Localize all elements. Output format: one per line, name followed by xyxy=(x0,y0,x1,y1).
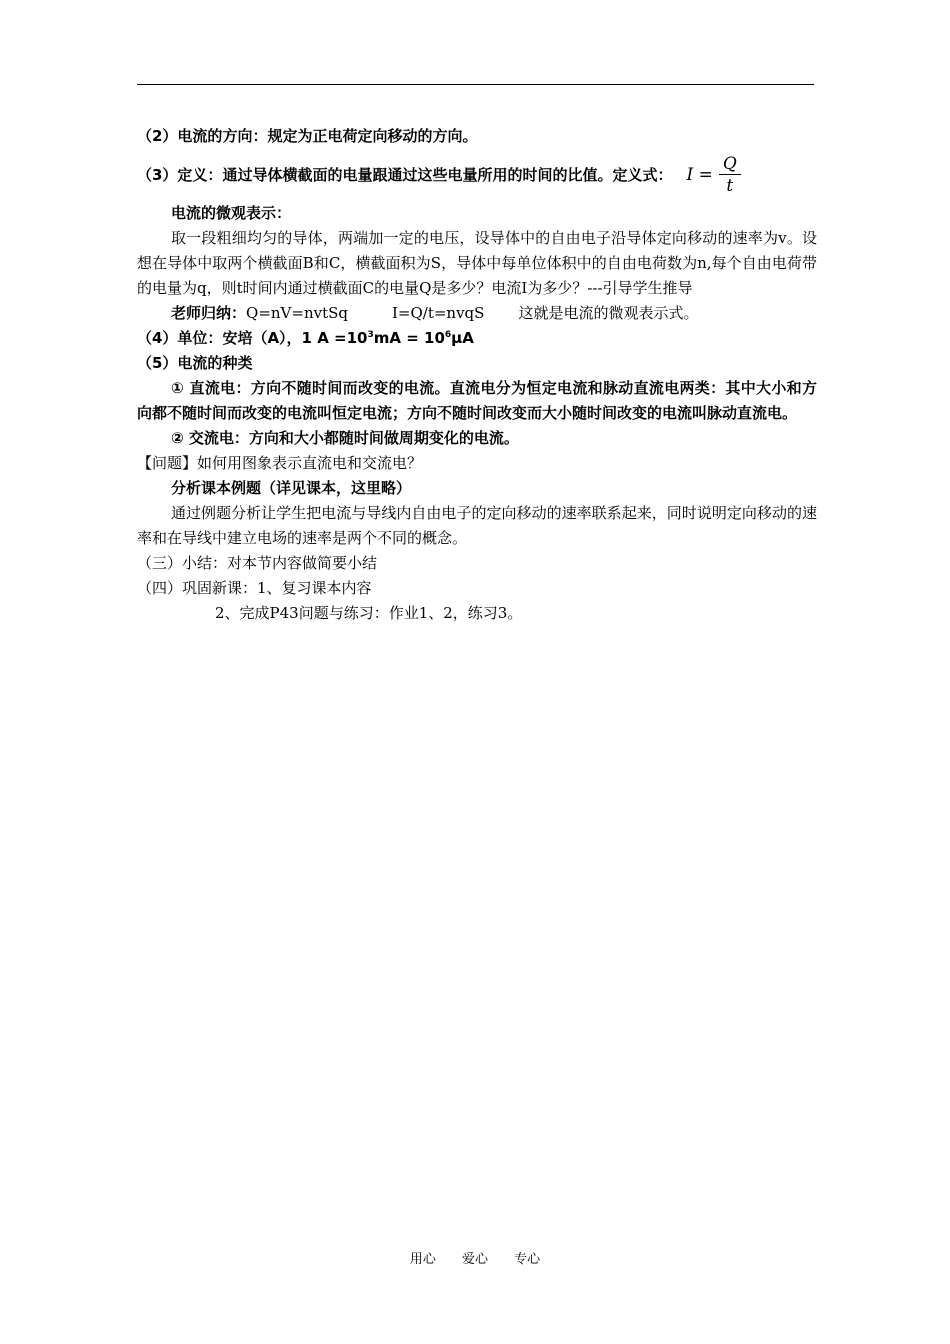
current-direction: （2）电流的方向：规定为正电荷定向移动的方向。 xyxy=(137,127,478,145)
unit-exponent-1: 3 xyxy=(367,330,374,340)
teacher-summary xyxy=(137,301,817,326)
footer-word-3: 专心 xyxy=(514,1252,541,1267)
current-unit xyxy=(137,326,817,351)
footer-word-2: 爱心 xyxy=(461,1252,488,1267)
current-types-title: （5）电流的种类 xyxy=(137,354,253,372)
consolidate-line-2: 2、完成P43问题与练习：作业1、2，练习3。 xyxy=(215,604,523,622)
formula-fraction xyxy=(719,155,741,195)
direct-current-text: ① 直流电：方向不随时间而改变的电流。直流电分为恒定电流和脉动直流电两类：其中大小和方向都不随时间而改变的电流叫恒定电流；方向不随时间改变而大小随时间改变的电流叫脉动直流电。 xyxy=(137,379,817,422)
formula-denominator: t xyxy=(726,176,734,196)
unit-middle: mA = 10 xyxy=(373,329,445,347)
teacher-summary-q: Q=nV=nvtSq xyxy=(246,304,348,322)
definition-formula xyxy=(686,155,740,195)
alternating-current-text: ② 交流电：方向和大小都随时间做周期变化的电流。 xyxy=(171,429,519,447)
consolidate-line-1: （四）巩固新课：1、复习课本内容 xyxy=(137,579,372,597)
document-body xyxy=(137,124,817,626)
teacher-summary-label: 老师归纳： xyxy=(171,304,247,322)
unit-suffix: μA xyxy=(451,329,474,347)
summary-line: （三）小结：对本节内容做简要小结 xyxy=(137,554,378,572)
formula-lhs: I = xyxy=(686,164,713,185)
page-footer xyxy=(0,1248,950,1267)
question-line: 【问题】如何用图象表示直流电和交流电？ xyxy=(137,454,423,472)
teacher-summary-i: I=Q/t=nvqS xyxy=(391,304,485,322)
unit-exponent-2: 6 xyxy=(444,330,452,340)
footer-word-1: 用心 xyxy=(409,1252,436,1267)
header-rule xyxy=(137,84,814,85)
example-paragraph: 通过例题分析让学生把电流与导线内自由电子的定向移动的速率联系起来，同时说明定向移动的速率和在导线中建立电场的速率是两个不同的概念。 xyxy=(137,504,817,547)
current-definition-line xyxy=(137,149,817,201)
micro-title: 电流的微观表示： xyxy=(171,204,292,222)
current-definition: （3）定义：通过导体横截面的电量跟通过这些电量所用的时间的比值。定义式： xyxy=(137,165,673,184)
example-title: 分析课本例题（详见课本，这里略） xyxy=(171,479,412,497)
formula-numerator: Q xyxy=(719,155,741,175)
teacher-summary-note: 这就是电流的微观表示式。 xyxy=(518,304,699,322)
micro-paragraph: 取一段粗细均匀的导体，两端加一定的电压，设导体中的自由电子沿导体定向移动的速率为v。设想在导体中取两个横截面B和C，横截面积为S，导体中每单位体积中的自由电荷数为n,每个自由电荷带的电量为q，则t时间内通过横截面C的电量Q是多少？电流I为多少？---引导学生推导 xyxy=(137,229,817,297)
unit-prefix: （4）单位：安培（A），1 A =10 xyxy=(137,329,368,347)
